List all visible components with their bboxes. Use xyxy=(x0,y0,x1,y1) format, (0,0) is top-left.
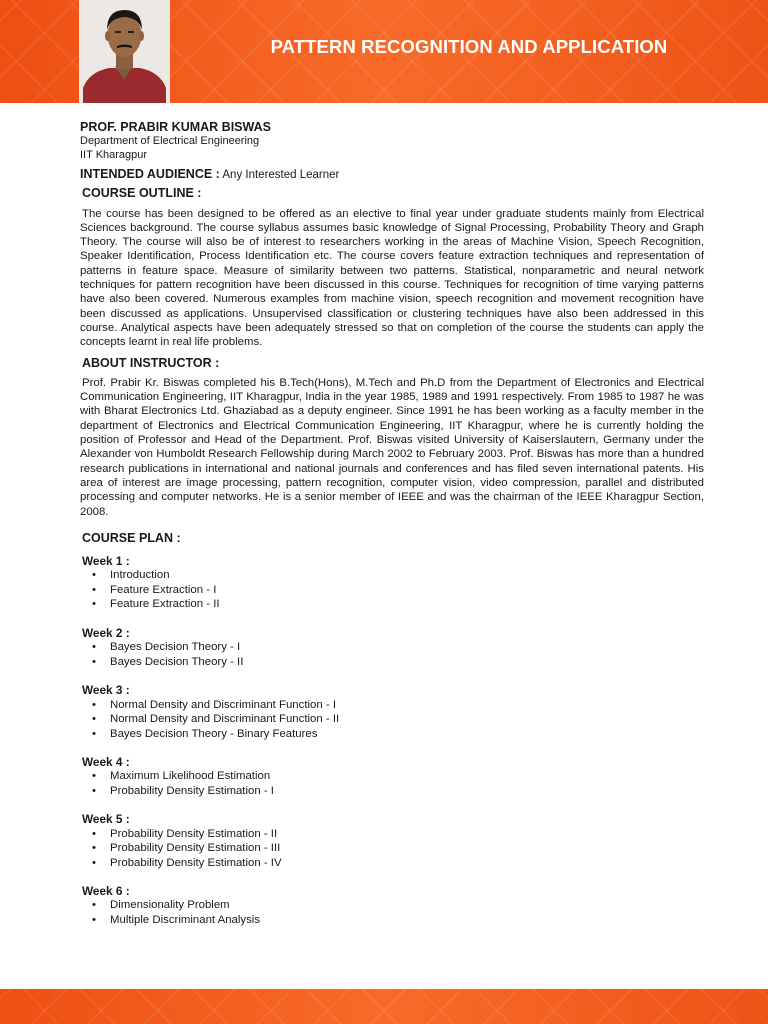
topic-item: • Introduction xyxy=(92,568,704,583)
about-instructor-heading: ABOUT INSTRUCTOR : xyxy=(82,355,220,370)
week-block xyxy=(80,884,704,927)
week-topics xyxy=(92,769,704,798)
week-topics xyxy=(92,640,704,669)
week-label: Week 3 : xyxy=(82,683,130,698)
topic-item: • Probability Density Estimation - II xyxy=(92,827,704,842)
topic-item: • Normal Density and Discriminant Function - I xyxy=(92,698,704,713)
document-body xyxy=(80,120,704,927)
topic-item: • Dimensionality Problem xyxy=(92,898,704,913)
topic-item: • Normal Density and Discriminant Function - II xyxy=(92,712,704,727)
instructor-photo xyxy=(79,0,170,103)
intended-audience xyxy=(80,167,704,182)
instructor-name: PROF. PRABIR KUMAR BISWAS xyxy=(80,120,271,134)
week-block xyxy=(80,554,704,612)
course-outline-heading: COURSE OUTLINE : xyxy=(82,186,202,201)
audience-value: Any Interested Learner xyxy=(219,169,340,181)
topic-item: • Multiple Discriminant Analysis xyxy=(92,913,704,928)
week-topics xyxy=(92,898,704,927)
course-outline-text: The course has been designed to be offered as an elective to final year under graduate students mainly from Electrical Sciences background. The course syllabus assumes basic knowledge of Signal Processing, Probability Theory and Graph Theory. The course will also be of interest to researchers working in the areas of Machine Vision, Speech Recognition, Speaker Identification, Process Identification etc. The course covers feature extraction techniques and representation of patterns in feature space. Measure of similarity between two patterns. Statistical, nonparametric and neural network techniques for pattern recognition have been discussed in this course. Techniques for recognition of time varying patterns have also been covered. Numerous examples from machine vision, speech recognition and movement recognition have been discussed as applications. Unsupervised classification or clustering techniques have also been addressed in this course. Analytical aspects have been adequately stressed so that on completion of the course the students can apply the concepts learnt in real life problems. xyxy=(80,207,704,349)
page-title: PATTERN RECOGNITION AND APPLICATION xyxy=(270,36,668,57)
topic-item: • Probability Density Estimation - III xyxy=(92,841,704,856)
topic-item: • Maximum Likelihood Estimation xyxy=(92,769,704,784)
topic-item: • Bayes Decision Theory - Binary Features xyxy=(92,727,704,742)
instructor-department: Department of Electrical Engineering xyxy=(80,135,260,147)
week-block xyxy=(80,755,704,798)
week-block xyxy=(80,812,704,870)
audience-label: INTENDED AUDIENCE : xyxy=(80,167,220,181)
topic-item: • Bayes Decision Theory - I xyxy=(92,640,704,655)
about-instructor-text: Prof. Prabir Kr. Biswas completed his B.Tech(Hons), M.Tech and Ph.D from the Department of Electronics and Electrical Communication Engineering, IIT Kharagpur, India in the year 1985, 1989 and 1991 respectively. From 1985 to 1987 he was with Bharat Electronics Ltd. Ghaziabad as a deputy engineer. Since 1991 he has been working as a faculty member in the department of Electronics and Electrical Communication Engineering, IIT Kharagpur, where he is currently holding the position of Professor and Head of the Department. Prof. Biswas visited University of Kaiserslautern, Germany under the Alexander von Humboldt Research Fellowship during March 2002 to February 2003. Prof. Biswas has more than a hundred research publications in international and national journals and conferences and has filed seven international patents. His area of interest are image processing, pattern recognition, computer vision, video compression, parallel and distributed processing and computer networks. He is a senior member of IEEE and was the chairman of the IEEE Kharagpur Section, 2008. xyxy=(80,376,704,518)
topic-item: • Bayes Decision Theory - II xyxy=(92,655,704,670)
topic-item: • Feature Extraction - I xyxy=(92,583,704,598)
instructor-institute: IIT Kharagpur xyxy=(80,148,148,161)
header-banner xyxy=(0,0,768,103)
week-label: Week 5 : xyxy=(82,812,130,827)
week-label: Week 2 : xyxy=(82,625,130,640)
week-topics xyxy=(92,698,704,742)
week-topics xyxy=(92,568,704,612)
topic-item: • Feature Extraction - II xyxy=(92,597,704,612)
week-label: Week 6 : xyxy=(82,884,130,899)
week-label: Week 1 : xyxy=(82,554,130,569)
week-topics xyxy=(92,827,704,871)
course-plan-heading: COURSE PLAN : xyxy=(82,530,181,545)
topic-item: • Probability Density Estimation - IV xyxy=(92,856,704,871)
topic-item: • Probability Density Estimation - I xyxy=(92,784,704,799)
week-block xyxy=(80,683,704,741)
week-block xyxy=(80,626,704,669)
course-plan-weeks xyxy=(80,554,704,927)
footer-banner xyxy=(0,989,768,1024)
week-label: Week 4 : xyxy=(82,755,130,770)
